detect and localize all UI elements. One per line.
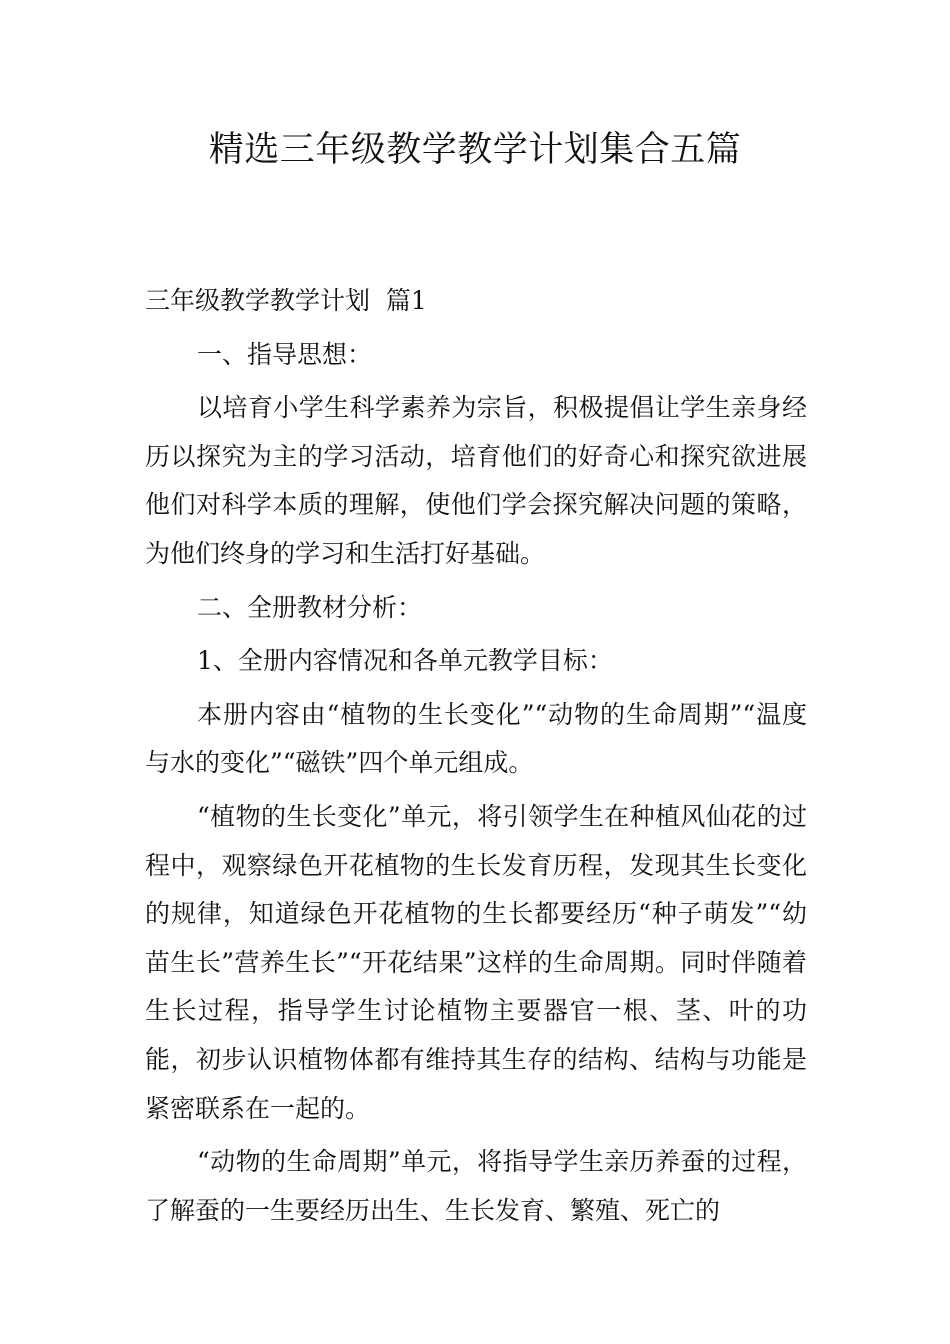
paragraph-guiding-thought-heading: 一、指导思想： (197, 339, 373, 369)
paragraph-textbook-analysis-heading: 二、全册教材分析： (197, 592, 423, 622)
document-body (145, 277, 807, 1235)
paragraph-content-goals-heading: 1、全册内容情况和各单元教学目标： (197, 646, 613, 676)
section-heading: 三年级教学教学计划 篇1 (145, 286, 427, 315)
document-title: 精选三年级教学教学计划集合五篇 (208, 130, 742, 170)
paragraph-units-overview: 本册内容由“植物的生长变化”“动物的生命周期”“温度与水的变化”“磁铁”四个单元组成。 (145, 699, 807, 778)
paragraph-animal-unit: “动物的生命周期”单元，将指导学生亲历养蚕的过程，了解蚕的一生要经历出生、生长发育、繁殖、死亡的 (145, 1147, 807, 1225)
paragraph-plant-unit: “植物的生长变化”单元，将引领学生在种植风仙花的过程中，观察绿色开花植物的生长发育历程，发现其生长变化的规律，知道绿色开花植物的生长都要经历“种子萌发”“幼苗生长”营养生长”“开花结果”这样的生命周期。同时伴随着生长过程，指导学生讨论植物主要器官一根、茎、叶的功能，初步认识植物体都有维持其生存的结构、结构与功能是紧密联系在一起的。 (145, 801, 807, 1123)
paragraph-guiding-thought: 以培育小学生科学素养为宗旨，积极提倡让学生亲身经历以探究为主的学习活动，培育他们的好奇心和探究欲进展他们对科学本质的理解，使他们学会探究解决问题的策略，为他们终身的学习和生活打好基础。 (145, 393, 807, 568)
